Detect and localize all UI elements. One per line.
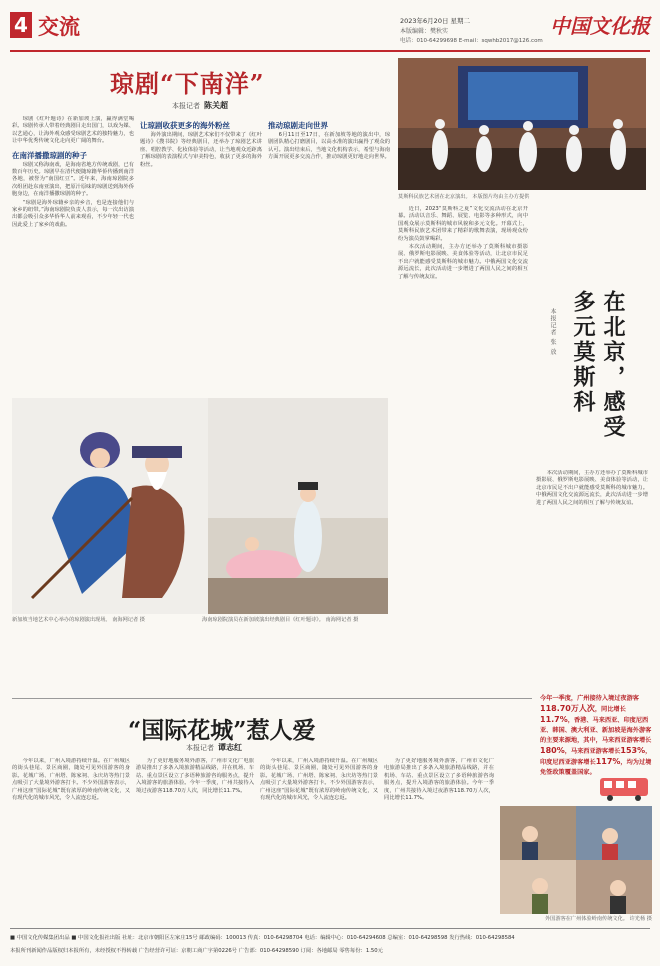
stats-value-2: 11.7%	[540, 715, 568, 724]
article1-body-1: 琼剧又称海南戏，是海南省地方传统戏剧，已有数百年历史。琼剧早在清代便随琼籍华侨传播到南洋各地，被誉为“南国红豆”。近年来，海南琼剧院多次组团赴东南亚演出，把原汁原味的琼剧送到海外侨胞身边，在南洋播撒琼剧的种子。	[12, 161, 134, 198]
stats-value-5: 117%	[595, 757, 621, 766]
article1-body-3: 6月11日至17日，在新加坡等地的演出中，琼剧团队精心打磨剧目，以高水准的演出赢得了观众的认可。演出结束后，当地文化机构表示，希望与海南方面开展更多交流合作，推动琼剧更好地走向世界。	[268, 132, 390, 161]
tram-icon	[596, 772, 652, 802]
tourism-stats-box	[540, 694, 652, 776]
stats-text-1: 今年一季度，广州接待入境过夜游客	[540, 695, 639, 702]
article1-body-1b: “琼剧是海外琼籍乡亲的乡音，也是连接他们与家乡的纽带。”海南琼剧院负责人表示，每一次出访演出都会吸引众多华侨华人前来观看，不少年轻一代也因此爱上了家乡的戏曲。	[12, 199, 134, 228]
article1-intro: 琼剧《红叶题诗》在新加坡上演，赢得满堂喝彩。琼剧传承人带着经典剧目走出国门，以戏为媒、以艺通心，让海外观众感受琼剧艺术的独特魅力，也让中华优秀传统文化走向更广阔的舞台。	[12, 116, 134, 145]
article3-byline-prefix: 本报记者	[186, 744, 214, 752]
article2-byline: 本报记者 张 放	[549, 308, 556, 356]
masthead	[10, 8, 650, 48]
article3-body: 今年以来，广州入境游持续升温。在广州城区的街头巷尾、景区商圈，随处可见外国游客的身影。花城广场、广州塔、陈家祠、永庆坊等热门景点吸引了大量境外游客打卡。不少外国游客表示，广州这座“国际花城”既有浓厚的岭南传统文化，又有现代化的城市风光，令人流连忘返。	[12, 758, 130, 802]
moscow-performance-image	[398, 58, 646, 190]
article1-subhead-3: 推动琼剧走向世界	[268, 121, 328, 130]
stats-text-6: ，均为过境免签政策覆盖国家。	[540, 759, 652, 776]
moscow-photo-caption: 莫斯科民族艺术团在北京演出。 本版图片均由主办方提供	[398, 194, 530, 200]
article1-byline	[172, 100, 228, 111]
paper-logo: 中国文化报	[550, 14, 650, 38]
qiongju-opera-photo	[12, 398, 388, 614]
article2-body-continued: 本次活动期间，主办方还举办了莫斯科城市摄影展、俄罗斯电影展映、美食体验等活动，让北京市民足不出户就能感受莫斯科的城市魅力。中俄两国文化交流源远流长，此次活动进一步增进了两国人民之间的相互了解与传统友谊。	[536, 470, 648, 506]
article1-headline: 琼剧“下南洋”	[110, 69, 265, 98]
stats-value-1: 118.70万人次	[540, 704, 595, 713]
article2-column-1	[398, 206, 528, 610]
article3-column-4	[384, 758, 494, 924]
qiongju-opera-image	[12, 398, 388, 614]
page-contact: 电话：010-64299698 E-mail：sqwhb2017@126.com	[400, 38, 543, 44]
article3-body-repeat: 今年以来，广州入境游持续升温。在广州城区的街头巷尾、景区商圈，随处可见外国游客的身影。花城广场、广州塔、陈家祠、永庆坊等热门景点吸引了大量境外游客打卡。不少外国游客表示，广州这座“国际花城”既有浓厚的岭南传统文化，又有现代化的城市风光，令人流连忘返。	[260, 758, 378, 802]
footer-line-1: ■ 中国文化传媒集团出品 ■ 中国文化报社出版 社址：北京市朝阳区左家庄15号 邮政编码：100013 传真：010-64298704 电话：编辑中心：010-64294608 总编室：010-64298598 发行热线：010-64298584	[10, 935, 515, 941]
article1-subhead-1: 在南洋播撒琼剧的种子	[12, 150, 87, 160]
article3-author: 谭志红	[218, 743, 242, 752]
article3-body-b: 为了更好地服务境外游客，广州市文化广电旅游局推出了多条入境旅游精品线路，并在机场、车站、重点景区设立了多语种旅游咨询服务点，提升入境游客的旅游体验。今年一季度，广州共接待入境过夜游客118.70万人次，同比增长11.7%。	[136, 758, 254, 794]
article2-title: 在北京，感受多元莫斯科	[570, 290, 626, 440]
stats-value-3: 180%	[540, 746, 565, 755]
stats-text-4: ，马来西亚游客增长	[564, 748, 621, 755]
footer-line-2: 本报所刊新闻作品版权归本报所有，未经授权不得转载 广告经营许可证：京朝工商广字第0226号 广告部：010-64298590 订阅：各地邮局 零售每份：1.50元	[10, 948, 383, 954]
opera-photo-caption-1: 新加坡当地艺术中心举办的琼剧演出现场。 南海网记者 摄	[12, 617, 145, 623]
article3-column-1	[12, 758, 130, 924]
article3-column-2	[136, 758, 254, 924]
section-divider	[12, 698, 532, 699]
article2-body: 近日，2023“莫斯科之夏”文化交流活动在北京开幕。活动以音乐、舞蹈、展览、电影等多种形式，向中国观众展示莫斯科的城市风貌和多元文化。开幕式上，莫斯科民族艺术团带来了精彩的歌舞表演，现场观众纷纷为演员鼓掌喝彩。	[398, 206, 528, 242]
guangzhou-tourists-image	[500, 806, 652, 914]
article1-column-2	[140, 116, 262, 392]
masthead-rule	[10, 50, 650, 52]
article1-subhead-2: 让琼剧收获更多的海外粉丝	[140, 121, 230, 130]
page-editor: 本版编辑：樊秋实	[400, 28, 449, 35]
stats-text-2: ，同比增长	[594, 706, 626, 713]
article2-body-b: 本次活动期间，主办方还举办了莫斯科城市摄影展、俄罗斯电影展映、美食体验等活动，让北京市民足不出户就能感受莫斯科的城市魅力。中俄两国文化交流源远流长，此次活动进一步增进了两国人民之间的相互了解与传统友谊。	[398, 244, 528, 280]
article3-body-b-repeat: 为了更好地服务境外游客，广州市文化广电旅游局推出了多条入境旅游精品线路，并在机场、车站、重点景区设立了多语种旅游咨询服务点，提升入境游客的旅游体验。今年一季度，广州共接待入境过夜游客118.70万人次，同比增长11.7%。	[384, 758, 494, 802]
article1-column-3	[268, 116, 390, 392]
article1-author: 陈关超	[204, 101, 228, 110]
guangzhou-photo-caption: 外国游客在广州体验岭南传统文化。 许光杨 摄	[544, 916, 652, 922]
article1-byline-prefix: 本报记者	[172, 102, 200, 110]
tourism-stats-text	[540, 694, 652, 778]
article1-body-2: 海外演出期间，琼剧艺术家们不仅带来了《红叶题诗》《搜书院》等经典剧目，还举办了琼剧艺术讲座、唱腔教学、化妆体验等活动，让当地观众近距离了解琼剧的表演程式与审美特色，收获了更多的海外粉丝。	[140, 132, 262, 168]
article3-column-3	[260, 758, 378, 924]
moscow-performance-photo	[398, 58, 646, 190]
stats-value-4: 153%	[620, 746, 646, 755]
issue-date: 2023年6月20日 星期二	[400, 17, 471, 25]
page-number: 4	[10, 12, 32, 38]
article3-byline	[186, 742, 242, 753]
article3-headline: “国际花城”惹人爱	[128, 717, 316, 744]
article1-column-1	[12, 116, 134, 392]
opera-photo-caption-2: 海南琼剧院演员在新加坡演出经典剧目《红叶题诗》。 南海网记者 摄	[202, 617, 359, 623]
stats-text-3: ，香港、马来西亚、印度尼西亚、韩国、澳大利亚、新加坡是海外游客的主要来源地，其中，马来西亚游客增长	[540, 717, 652, 744]
stats-text-5: ，印度尼西亚游客增长	[540, 748, 652, 766]
tram-illustration	[596, 772, 652, 802]
footer-rule	[10, 928, 650, 929]
article2-column-2	[536, 470, 648, 696]
section-name: 交流	[38, 14, 80, 39]
guangzhou-tourists-photo	[500, 806, 652, 914]
